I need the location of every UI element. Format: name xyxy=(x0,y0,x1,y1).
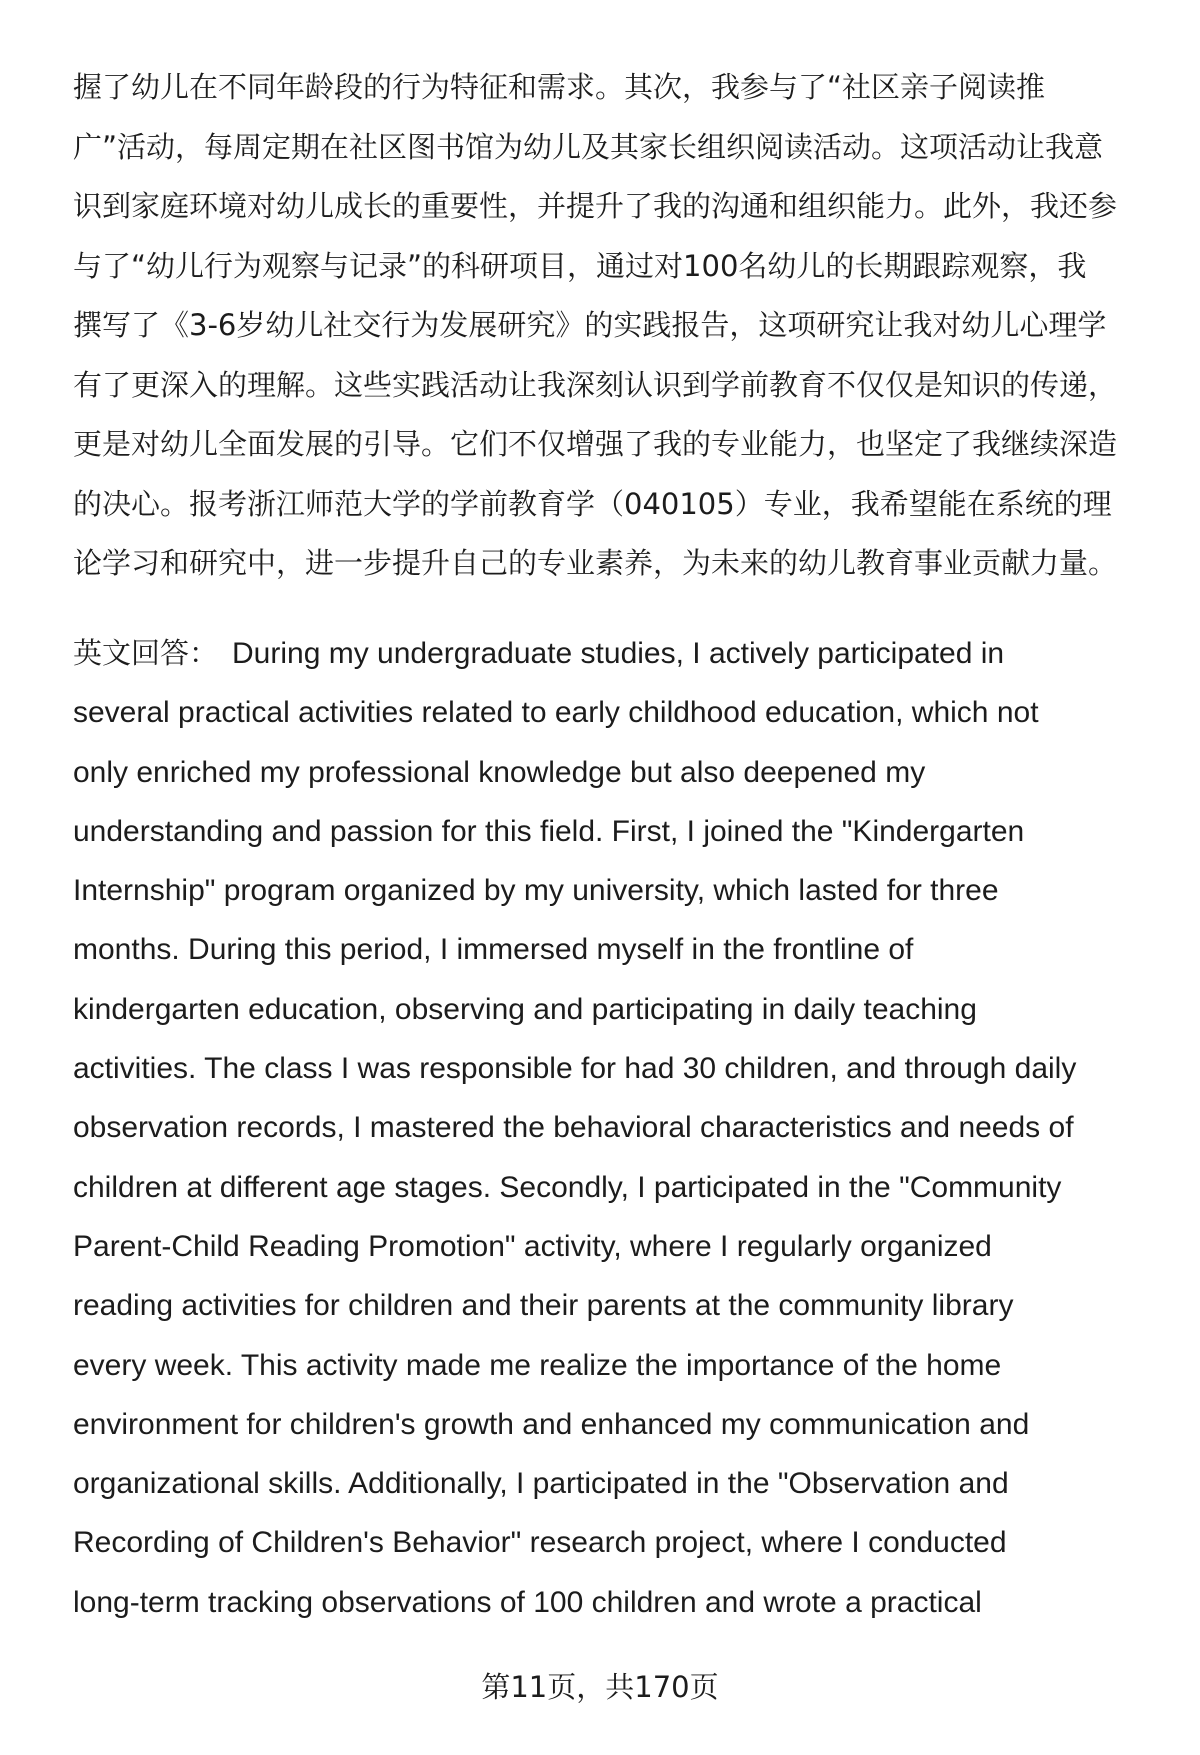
english-text-line: several practical activities related to early childhood education, which not xyxy=(73,696,1039,730)
chinese-text-line: 识到家庭环境对幼儿成长的重要性，并提升了我的沟通和组织能力。此外，我还参 xyxy=(73,189,1118,223)
chinese-text-line: 广”活动，每周定期在社区图书馆为幼儿及其家长组织阅读活动。这项活动让我意 xyxy=(73,129,1104,164)
chinese-text-line: 与了“幼儿行为观察与记录”的科研项目，通过对100名幼儿的长期跟踪观察，我 xyxy=(73,248,1087,283)
english-text-line: kindergarten education, observing and participating in daily teaching xyxy=(73,992,977,1026)
english-text-line: reading activities for children and their parents at the community library xyxy=(73,1289,1014,1323)
english-text-line: only enriched my professional knowledge but also deepened my xyxy=(73,755,926,789)
english-text-line: every week. This activity made me realize the importance of the home xyxy=(73,1348,1002,1382)
english-text-line xyxy=(73,624,1076,683)
chinese-text-line: 的决心。报考浙江师范大学的学前教育学（040105）专业，我希望能在系统的理 xyxy=(73,486,1112,521)
english-text-line: activities. The class I was responsible for had 30 children, and through daily xyxy=(73,1052,1077,1086)
english-text-line: understanding and passion for this field. First, I joined the "Kindergarten xyxy=(73,814,1025,848)
english-answer-paragraph xyxy=(73,624,1076,1632)
chinese-text-line: 握了幼儿在不同年龄段的行为特征和需求。其次，我参与了“社区亲子阅读推 xyxy=(73,70,1046,104)
english-text-line: months. During this period, I immersed myself in the frontline of xyxy=(73,933,914,967)
chinese-text-line: 有了更深入的理解。这些实践活动让我深刻认识到学前教育不仅仅是知识的传递， xyxy=(73,367,1118,402)
english-answer-label: 英文回答： xyxy=(73,636,219,670)
english-text-line-content: During my undergraduate studies, I actively participated in xyxy=(232,637,1005,670)
english-text-line: children at different age stages. Secondly, I participated in the "Community xyxy=(73,1170,1062,1204)
chinese-answer-paragraph xyxy=(73,58,1117,594)
english-text-line: observation records, I mastered the behavioral characteristics and needs of xyxy=(73,1111,1074,1145)
english-text-line: organizational skills. Additionally, I participated in the "Observation and xyxy=(73,1467,1009,1501)
english-text-line: long-term tracking observations of 100 children and wrote a practical xyxy=(73,1585,982,1619)
chinese-text-line: 更是对幼儿全面发展的引导。它们不仅增强了我的专业能力，也坚定了我继续深造 xyxy=(73,427,1118,461)
chinese-text-line: 论学习和研究中，进一步提升自己的专业素养，为未来的幼儿教育事业贡献力量。 xyxy=(73,546,1118,580)
chinese-text-line: 撰写了《3-6岁幼儿社交行为发展研究》的实践报告，这项研究让我对幼儿心理学 xyxy=(73,308,1107,342)
page-number: 第11页，共170页 xyxy=(481,1670,719,1704)
english-text-line: Recording of Children's Behavior" research project, where I conducted xyxy=(73,1526,1007,1560)
english-text-line: environment for children's growth and enhanced my communication and xyxy=(73,1407,1030,1441)
english-text-line: Internship" program organized by my university, which lasted for three xyxy=(73,874,999,908)
english-text-line: Parent-Child Reading Promotion" activity, where I regularly organized xyxy=(73,1229,992,1263)
